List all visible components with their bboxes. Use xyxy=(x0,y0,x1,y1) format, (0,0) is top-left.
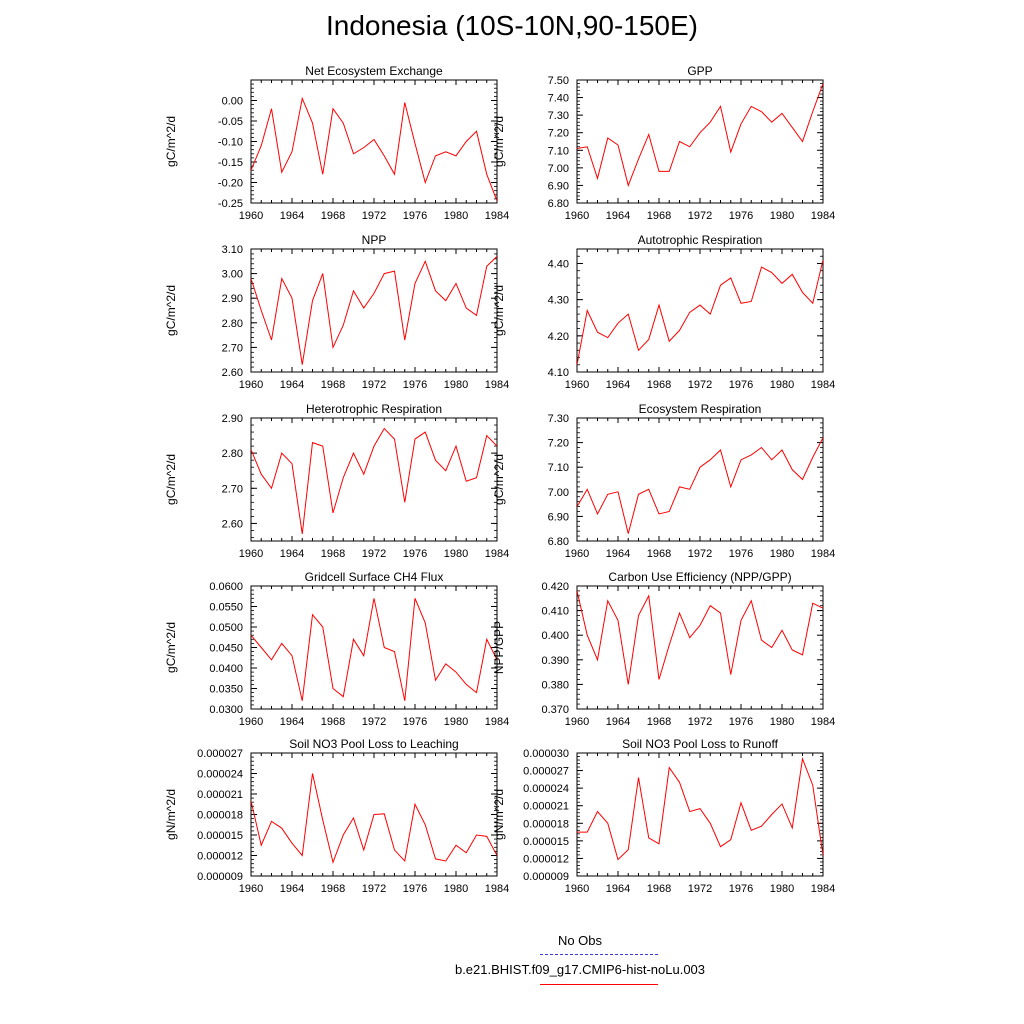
chart-panel-5 xyxy=(164,402,509,560)
x-tick-label: 1984 xyxy=(484,883,510,895)
x-tick-label: 1976 xyxy=(402,379,428,391)
x-tick-label: 1964 xyxy=(605,379,631,391)
chart-title: Soil NO3 Pool Loss to Runoff xyxy=(622,737,778,751)
chart-title: Ecosystem Respiration xyxy=(638,402,762,416)
x-tick-label: 1980 xyxy=(769,379,795,391)
x-tick-label: 1984 xyxy=(484,379,510,391)
chart-panel-1 xyxy=(164,64,509,222)
y-axis-label: gN/m^2/d xyxy=(164,789,178,840)
y-tick-label: 7.00 xyxy=(547,162,569,175)
x-tick-label: 1980 xyxy=(769,716,795,728)
x-tick-label: 1972 xyxy=(687,548,713,560)
x-tick-label: 1964 xyxy=(279,210,305,222)
legend-line-model-run xyxy=(540,984,658,985)
x-tick-label: 1960 xyxy=(564,716,590,728)
x-tick-label: 1968 xyxy=(320,210,346,222)
y-tick-label: 0.0500 xyxy=(209,622,243,634)
series-line xyxy=(577,759,823,860)
y-tick-label: 0.0400 xyxy=(209,663,243,675)
y-tick-label: 7.20 xyxy=(547,437,569,450)
x-tick-label: 1960 xyxy=(238,379,264,391)
x-tick-label: 1984 xyxy=(810,716,836,728)
x-tick-label: 1984 xyxy=(810,379,836,391)
plot-frame xyxy=(577,418,823,541)
x-tick-label: 1960 xyxy=(564,379,590,391)
x-tick-label: 1964 xyxy=(279,716,305,728)
chart-title: Soil NO3 Pool Loss to Leaching xyxy=(289,737,459,751)
y-tick-label: -0.25 xyxy=(217,198,243,210)
x-tick-label: 1964 xyxy=(279,883,305,895)
x-tick-label: 1984 xyxy=(484,548,510,560)
y-tick-label: 4.10 xyxy=(547,367,569,379)
x-tick-label: 1980 xyxy=(769,210,795,222)
y-axis-label: gC/m^2/d xyxy=(492,285,506,336)
y-tick-label: 4.40 xyxy=(547,258,569,271)
legend-label-no-obs: No Obs xyxy=(557,933,603,948)
y-tick-label: 7.20 xyxy=(547,127,569,140)
y-tick-label: 0.410 xyxy=(541,605,569,618)
x-tick-label: 1968 xyxy=(646,379,672,391)
chart-title: GPP xyxy=(687,64,713,78)
chart-title: Autotrophic Respiration xyxy=(637,233,763,247)
x-tick-label: 1972 xyxy=(361,210,387,222)
x-tick-label: 1972 xyxy=(687,210,713,222)
series-line xyxy=(577,84,823,186)
chart-panel-6 xyxy=(492,402,835,560)
chart-panel-9 xyxy=(164,737,509,895)
x-tick-label: 1968 xyxy=(646,883,672,895)
series-line xyxy=(251,98,497,201)
y-axis-label: NPP/GPP xyxy=(492,620,506,675)
y-axis-label: gC/m^2/d xyxy=(164,116,178,167)
x-tick-label: 1964 xyxy=(279,548,305,560)
legend-line-no-obs xyxy=(540,954,658,955)
x-tick-label: 1976 xyxy=(402,548,428,560)
x-tick-label: 1960 xyxy=(564,883,590,895)
y-tick-label: 0.0300 xyxy=(209,704,243,716)
series-line xyxy=(251,429,497,534)
y-tick-label: 0.000027 xyxy=(197,748,243,760)
chart-title: Heterotrophic Respiration xyxy=(305,402,443,416)
x-tick-label: 1976 xyxy=(728,379,754,391)
y-tick-label: 7.40 xyxy=(547,92,569,105)
chart-title: Gridcell Surface CH4 Flux xyxy=(304,570,444,584)
y-tick-label: 2.80 xyxy=(221,317,243,330)
y-axis-label: gC/m^2/d xyxy=(164,622,178,673)
x-tick-label: 1968 xyxy=(646,210,672,222)
page-title: Indonesia (10S-10N,90-150E) xyxy=(325,10,698,41)
y-tick-label: 7.00 xyxy=(547,486,569,499)
y-tick-label: 7.10 xyxy=(547,462,569,475)
x-tick-label: 1964 xyxy=(605,548,631,560)
y-tick-label: 0.0550 xyxy=(209,601,243,614)
x-tick-label: 1960 xyxy=(238,883,264,895)
y-tick-label: 2.60 xyxy=(221,367,243,379)
y-tick-label: 0.000024 xyxy=(523,783,569,796)
y-tick-label: 0.380 xyxy=(541,679,569,692)
plot-frame xyxy=(251,418,497,541)
x-tick-label: 1976 xyxy=(728,548,754,560)
y-tick-label: 0.0450 xyxy=(209,642,243,655)
y-tick-label: 7.30 xyxy=(547,413,569,425)
y-tick-label: 2.90 xyxy=(221,413,243,425)
series-line xyxy=(251,598,497,701)
x-tick-label: 1968 xyxy=(646,716,672,728)
y-tick-label: -0.20 xyxy=(217,177,243,190)
y-axis-label: gC/m^2/d xyxy=(492,116,506,167)
y-tick-label: 0.000012 xyxy=(523,853,569,866)
x-tick-label: 1968 xyxy=(646,548,672,560)
chart-panel-7 xyxy=(164,570,509,728)
chart-title: Net Ecosystem Exchange xyxy=(305,64,443,78)
y-tick-label: 2.80 xyxy=(221,448,243,461)
y-tick-label: 6.90 xyxy=(547,511,569,524)
legend-label-model-run: b.e21.BHIST.f09_g17.CMIP6-hist-noLu.003 xyxy=(454,962,706,977)
y-tick-label: 0.000018 xyxy=(197,809,243,822)
y-tick-label: 7.10 xyxy=(547,145,569,158)
x-tick-label: 1968 xyxy=(320,883,346,895)
x-tick-label: 1980 xyxy=(443,379,469,391)
x-tick-label: 1972 xyxy=(687,379,713,391)
y-tick-label: 0.370 xyxy=(541,704,569,716)
plot-frame xyxy=(251,249,497,372)
y-tick-label: 3.10 xyxy=(221,244,243,256)
y-tick-label: 2.70 xyxy=(221,342,243,355)
y-tick-label: 0.000009 xyxy=(197,871,243,883)
y-tick-label: 7.50 xyxy=(547,75,569,87)
x-tick-label: 1980 xyxy=(769,548,795,560)
x-tick-label: 1964 xyxy=(605,883,631,895)
x-tick-label: 1984 xyxy=(484,210,510,222)
x-tick-label: 1976 xyxy=(402,883,428,895)
x-tick-label: 1960 xyxy=(238,716,264,728)
chart-panel-10 xyxy=(492,737,835,895)
y-axis-label: gN/m^2/d xyxy=(492,789,506,840)
plot-frame xyxy=(251,80,497,203)
x-tick-label: 1980 xyxy=(443,548,469,560)
chart-panel-3 xyxy=(164,233,509,391)
y-tick-label: 0.0350 xyxy=(209,683,243,696)
y-tick-label: 0.000015 xyxy=(523,835,569,848)
x-tick-label: 1976 xyxy=(728,883,754,895)
x-tick-label: 1972 xyxy=(687,883,713,895)
y-tick-label: 0.000012 xyxy=(197,850,243,863)
y-tick-label: 4.20 xyxy=(547,330,569,343)
y-tick-label: 0.400 xyxy=(541,630,569,643)
x-tick-label: 1964 xyxy=(279,379,305,391)
y-tick-label: 0.00 xyxy=(221,95,243,108)
x-tick-label: 1968 xyxy=(320,716,346,728)
y-tick-label: 6.80 xyxy=(547,198,569,210)
y-axis-label: gC/m^2/d xyxy=(164,454,178,505)
plot-frame xyxy=(251,586,497,709)
y-tick-label: 0.000018 xyxy=(523,818,569,831)
y-tick-label: 4.30 xyxy=(547,294,569,307)
y-tick-label: 0.000030 xyxy=(523,748,569,760)
y-tick-label: -0.05 xyxy=(217,116,243,128)
x-tick-label: 1980 xyxy=(443,716,469,728)
y-tick-label: 0.000027 xyxy=(523,765,569,778)
x-tick-label: 1968 xyxy=(320,548,346,560)
series-line xyxy=(577,260,823,365)
y-tick-label: 6.90 xyxy=(547,180,569,193)
y-tick-label: -0.15 xyxy=(217,157,243,169)
y-tick-label: 0.420 xyxy=(541,581,569,593)
y-tick-label: 2.60 xyxy=(221,518,243,531)
x-tick-label: 1984 xyxy=(810,210,836,222)
y-tick-label: 0.000009 xyxy=(523,871,569,883)
y-tick-label: -0.10 xyxy=(217,136,243,149)
y-tick-label: 0.000021 xyxy=(523,800,569,813)
x-tick-label: 1960 xyxy=(238,210,264,222)
y-tick-label: 0.390 xyxy=(541,654,569,667)
x-tick-label: 1964 xyxy=(605,210,631,222)
x-tick-label: 1960 xyxy=(564,210,590,222)
y-tick-label: 6.80 xyxy=(547,536,569,548)
x-tick-label: 1964 xyxy=(605,716,631,728)
x-tick-label: 1980 xyxy=(769,883,795,895)
series-line xyxy=(577,438,823,534)
x-tick-label: 1976 xyxy=(402,716,428,728)
x-tick-label: 1960 xyxy=(238,548,264,560)
y-tick-label: 0.0600 xyxy=(209,581,243,593)
y-tick-label: 7.30 xyxy=(547,110,569,123)
y-tick-label: 2.70 xyxy=(221,483,243,496)
chart-title: NPP xyxy=(361,233,387,247)
y-axis-label: gC/m^2/d xyxy=(492,454,506,505)
chart-panel-4 xyxy=(492,233,835,391)
chart-panel-8 xyxy=(492,570,835,728)
x-tick-label: 1968 xyxy=(320,379,346,391)
series-line xyxy=(251,256,497,364)
chart-title: Carbon Use Efficiency (NPP/GPP) xyxy=(608,570,792,584)
x-tick-label: 1980 xyxy=(443,883,469,895)
chart-panel-2 xyxy=(492,64,835,222)
y-tick-label: 2.90 xyxy=(221,293,243,306)
y-tick-label: 0.000015 xyxy=(197,830,243,842)
y-tick-label: 0.000021 xyxy=(197,789,243,801)
x-tick-label: 1984 xyxy=(484,716,510,728)
x-tick-label: 1972 xyxy=(361,716,387,728)
x-tick-label: 1972 xyxy=(361,379,387,391)
x-tick-label: 1980 xyxy=(443,210,469,222)
y-axis-label: gC/m^2/d xyxy=(164,285,178,336)
series-line xyxy=(251,774,497,863)
y-tick-label: 0.000024 xyxy=(197,768,243,781)
x-tick-label: 1976 xyxy=(728,210,754,222)
x-tick-label: 1976 xyxy=(402,210,428,222)
plot-frame xyxy=(577,80,823,203)
plot-frame xyxy=(577,586,823,709)
x-tick-label: 1972 xyxy=(361,883,387,895)
series-line xyxy=(577,591,823,684)
x-tick-label: 1972 xyxy=(687,716,713,728)
x-tick-label: 1984 xyxy=(810,883,836,895)
x-tick-label: 1984 xyxy=(810,548,836,560)
x-tick-label: 1972 xyxy=(361,548,387,560)
x-tick-label: 1960 xyxy=(564,548,590,560)
x-tick-label: 1976 xyxy=(728,716,754,728)
y-tick-label: 3.00 xyxy=(221,268,243,281)
plot-frame xyxy=(577,249,823,372)
